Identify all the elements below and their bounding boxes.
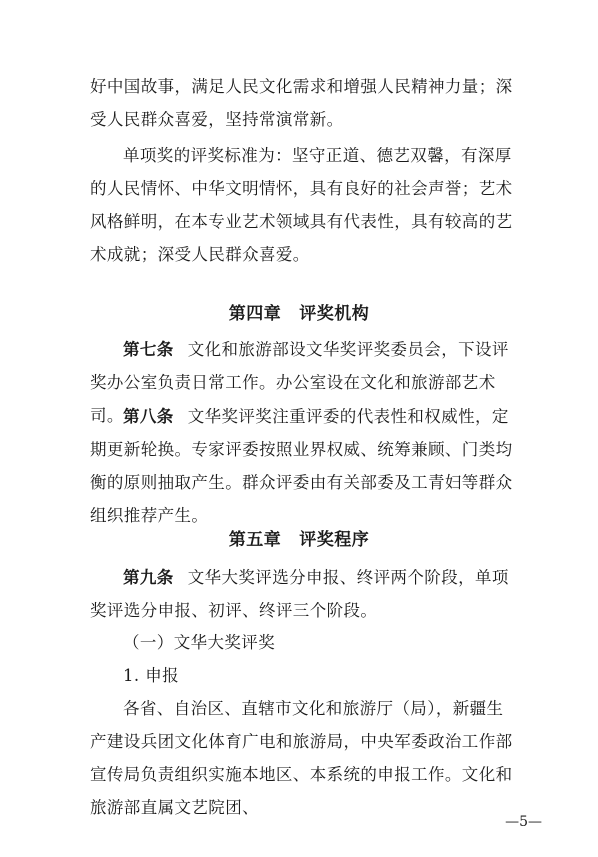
- article-8: [90, 400, 520, 532]
- paragraph-single-award-criteria: 单项奖的评奖标准为：坚守正道、德艺双馨，有深厚的人民情怀、中华文明情怀，具有良好的社会声誉；艺术风格鲜明，在本专业艺术领域具有代表性，具有较高的艺术成就；深受人民群众喜爱。: [90, 146, 513, 264]
- chapter-number: 第五章: [228, 530, 282, 550]
- chapter-number: 第四章: [228, 304, 282, 324]
- article-label: 第七条: [123, 340, 174, 359]
- article-text: 文华大奖评选分申报、终评两个阶段，单项奖评选分申报、初评、终评三个阶段。: [90, 568, 509, 620]
- subsection-heading: （一）文华大奖评奖: [123, 633, 276, 652]
- subsection-item: 1. 申报: [123, 666, 179, 685]
- article-label: 第八条: [123, 407, 174, 426]
- paragraph-continuation: 好中国故事，满足人民文化需求和增强人民精神力量；深受人民群众喜爱，坚持常演常新。: [90, 77, 513, 129]
- chapter-title: 评奖机构: [299, 304, 370, 324]
- page-number: —5—: [505, 814, 542, 830]
- chapter-title: 评奖程序: [299, 530, 370, 550]
- article-text: 文化和旅游部设文华奖评奖委员会，下设评奖办公室负责日常工作。办公室设在文化和旅游部艺术司。: [90, 340, 509, 425]
- chapter-heading-4: [0, 298, 598, 331]
- paragraph-application: 各省、自治区、直辖市文化和旅游厅（局），新疆生产建设兵团文化体育广电和旅游局，中央军委政治工作部宣传局负责组织实施本地区、本系统的申报工作。文化和旅游部直属文艺院团、: [90, 699, 513, 817]
- article-9: [90, 561, 520, 627]
- article-label: 第九条: [123, 568, 174, 587]
- chapter-heading-5: [0, 524, 598, 557]
- article-text: 文华奖评奖注重评委的代表性和权威性，定期更新轮换。专家评委按照业界权威、统筹兼顾、门类均衡的原则抽取产生。群众评委由有关部委及工青妇等群众组织推荐产生。: [90, 407, 513, 525]
